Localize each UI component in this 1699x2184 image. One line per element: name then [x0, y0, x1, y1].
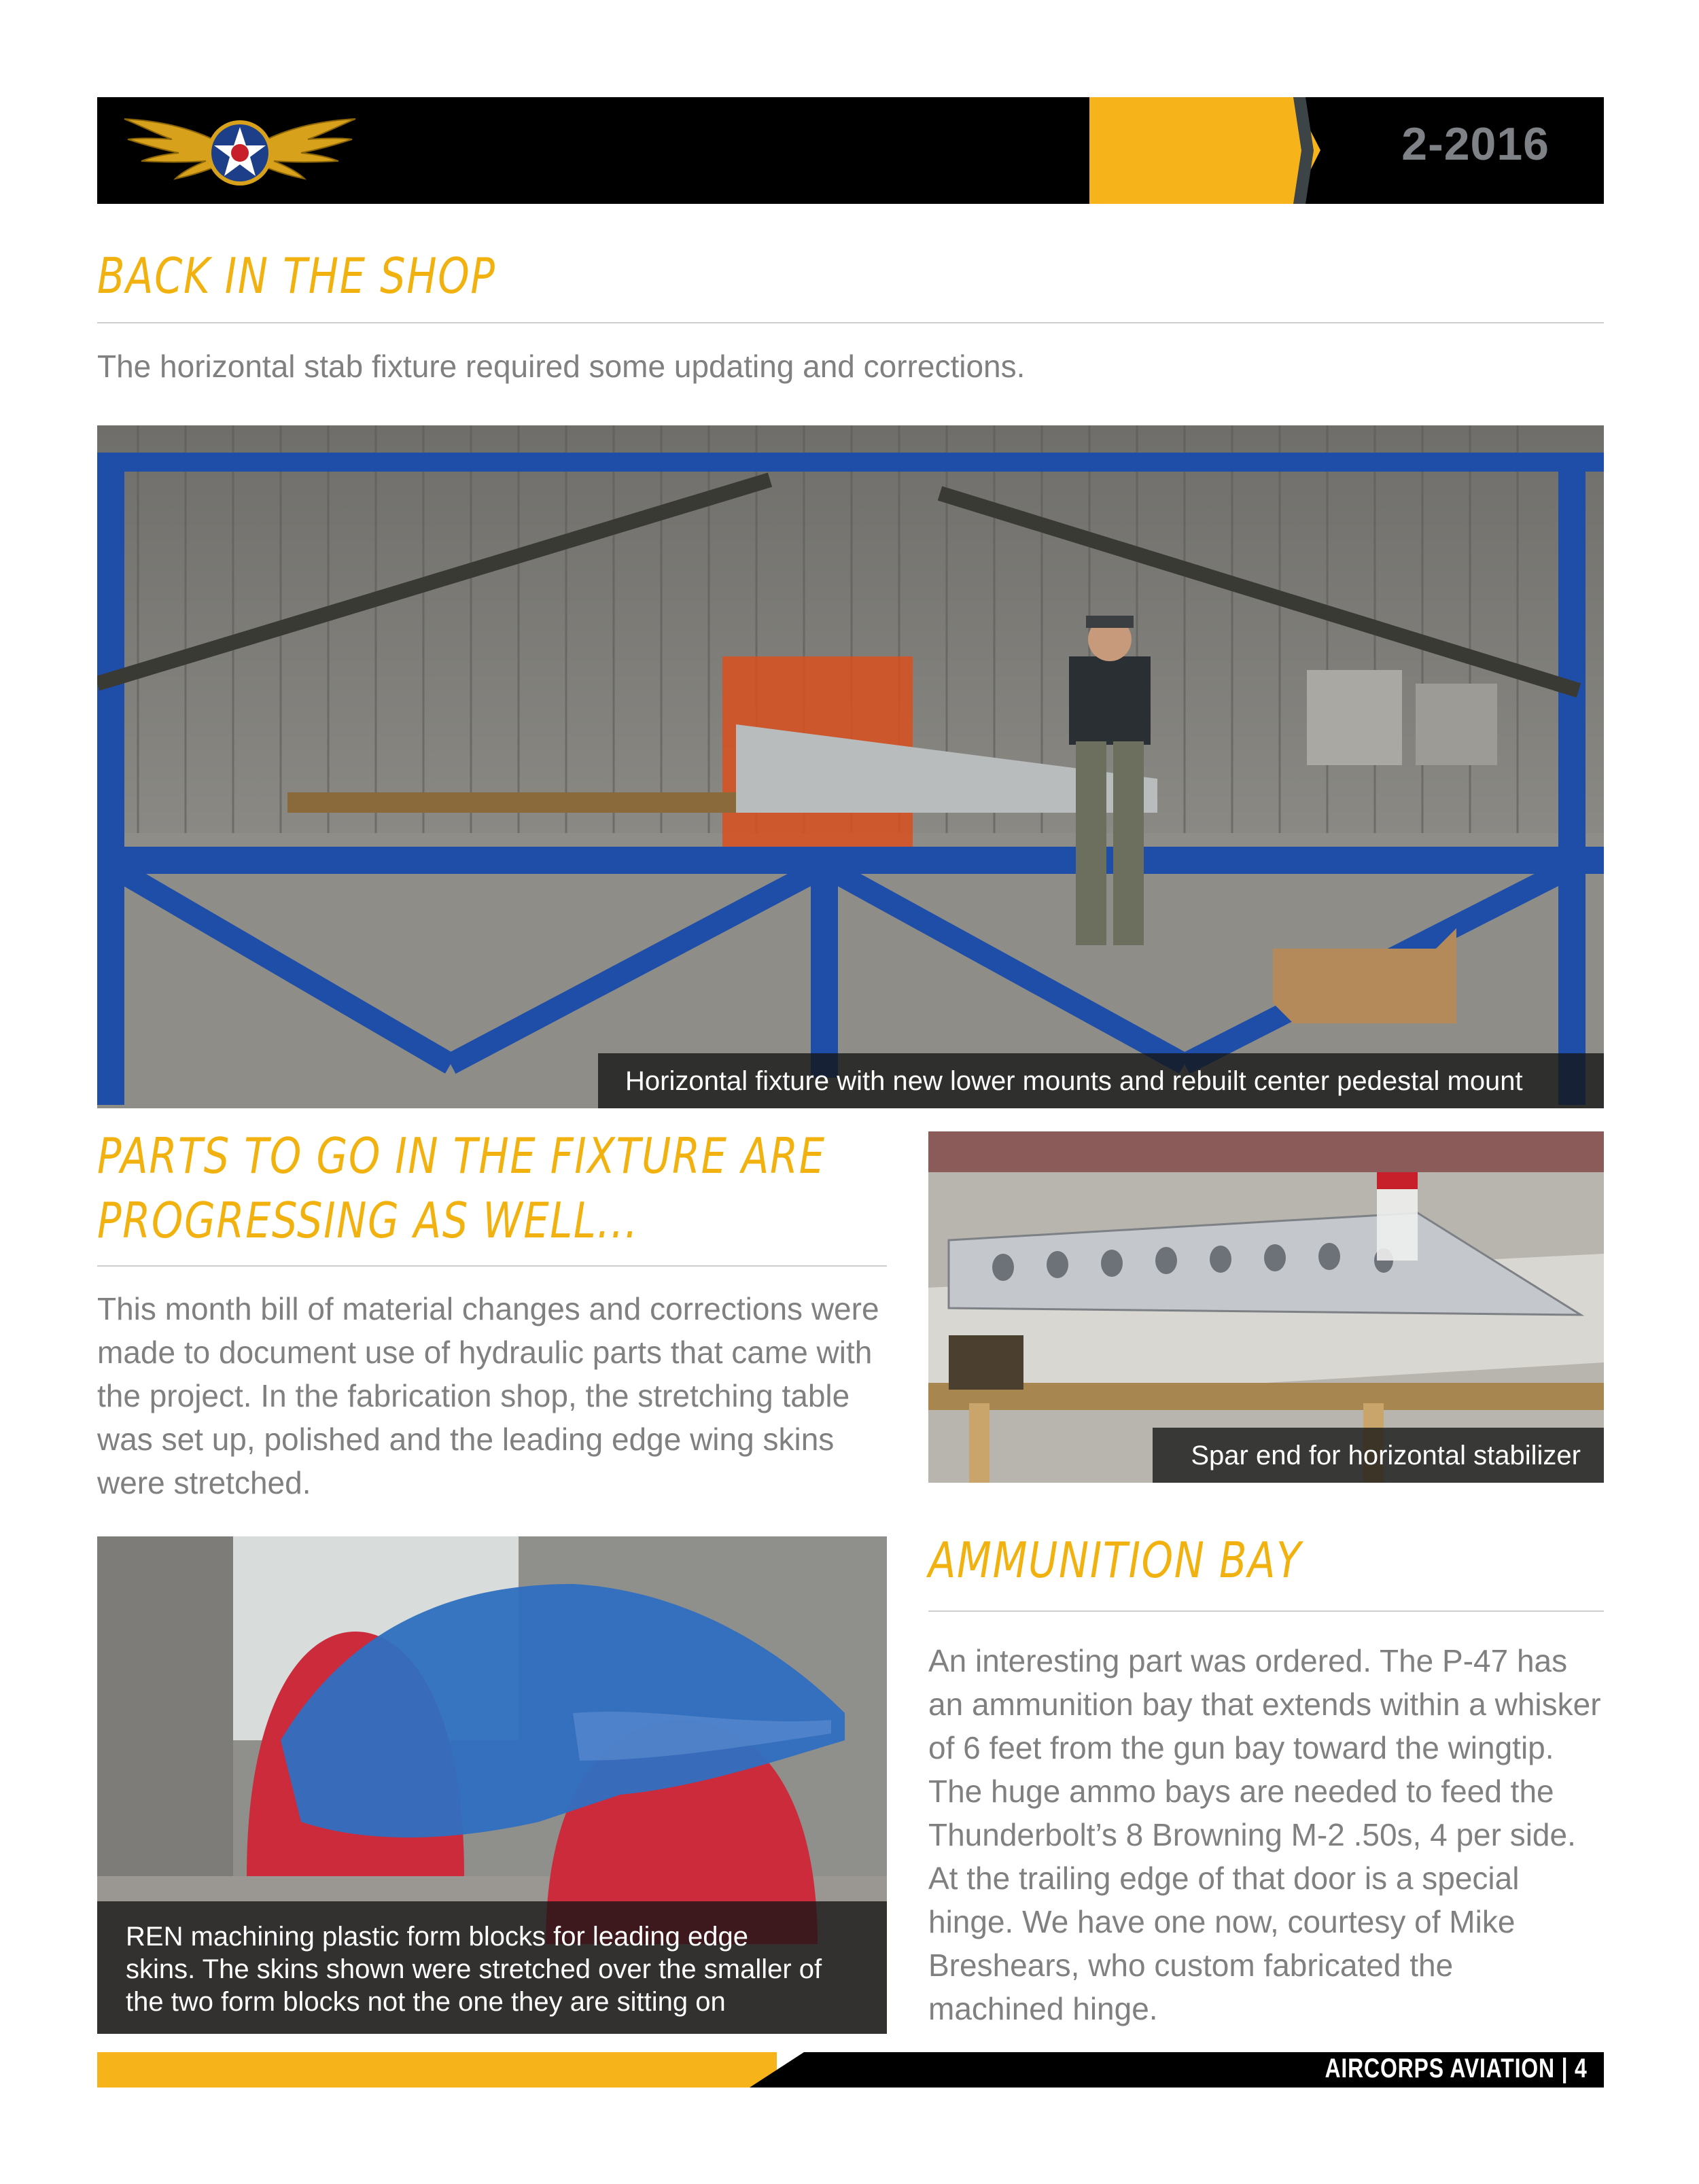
photo-spar-end: [928, 1131, 1604, 1483]
section-title-parts-line2: PROGRESSING AS WELL...: [97, 1192, 639, 1249]
photo-horizontal-fixture: [97, 425, 1604, 1108]
photo-caption-box: [598, 1053, 1604, 1108]
fixture-photo-illustration: [97, 425, 1604, 1108]
footer-label: AIRCORPS AVIATION | 4: [1325, 2054, 1588, 2083]
body-line: machined hinge.: [928, 1991, 1158, 2026]
body-line: Breshears, who custom fabricated the: [928, 1948, 1454, 1983]
header-banner: [97, 97, 1604, 204]
body-line: an ammunition bay that extends within a whisker: [928, 1687, 1601, 1722]
spar-caption-box: [1153, 1428, 1604, 1483]
winged-star-logo-icon: [111, 104, 369, 199]
body-line: This month bill of material changes and corrections were: [97, 1291, 879, 1326]
header-gold-band: [1089, 97, 1293, 204]
issue-date: 2-2016: [1401, 118, 1549, 170]
body-line: hinge. We have one now, courtesy of Mike: [928, 1904, 1516, 1939]
photo-form-blocks: [97, 1536, 887, 2034]
form-caption-box: [97, 1901, 887, 2034]
caption-line: REN machining plastic form blocks for leading edge: [126, 1922, 748, 1952]
section-body: The horizontal stab fixture required some updating and corrections.: [97, 349, 1026, 384]
body-line: of 6 feet from the gun bay toward the wingtip.: [928, 1730, 1554, 1765]
caption-line: skins. The skins shown were stretched over the smaller of: [126, 1954, 822, 1984]
footer-bar: [97, 2052, 1604, 2088]
body-line: The huge ammo bays are needed to feed the: [928, 1774, 1554, 1809]
spar-caption: Spar end for horizontal stabilizer: [1191, 1441, 1581, 1470]
section-body-ammunition: [928, 1639, 1604, 2030]
body-line: the project. In the fabrication shop, the stretching table: [97, 1378, 850, 1413]
title-divider: [97, 1265, 887, 1267]
section-title-ammunition-bay: AMMUNITION BAY: [928, 1532, 1302, 1589]
body-line: At the trailing edge of that door is a special: [928, 1861, 1520, 1896]
title-divider: [97, 322, 1604, 323]
section-title-back-in-shop: BACK IN THE SHOP: [97, 247, 496, 304]
body-line: was set up, polished and the leading edge wing skins: [97, 1422, 835, 1457]
footer-gold-band: [97, 2052, 777, 2088]
title-divider: [928, 1610, 1604, 1612]
footer-brand: AIRCORPS AVIATION: [1325, 2054, 1556, 2083]
form-caption: [126, 1920, 873, 2018]
body-line: An interesting part was ordered. The P-47 has: [928, 1643, 1568, 1678]
section-title-parts-line1: PARTS TO GO IN THE FIXTURE ARE: [97, 1127, 826, 1184]
photo-caption: Horizontal fixture with new lower mounts and rebuilt center pedestal mount: [625, 1066, 1523, 1096]
page-number: 4: [1575, 2054, 1588, 2083]
body-line: Thunderbolt’s 8 Browning M-2 .50s, 4 per side.: [928, 1817, 1576, 1852]
body-line: were stretched.: [97, 1465, 311, 1500]
body-line: made to document use of hydraulic parts that came with: [97, 1335, 873, 1370]
section-body-parts: [97, 1287, 913, 1504]
caption-line: the two form blocks not the one they are sitting on: [126, 1987, 726, 2017]
